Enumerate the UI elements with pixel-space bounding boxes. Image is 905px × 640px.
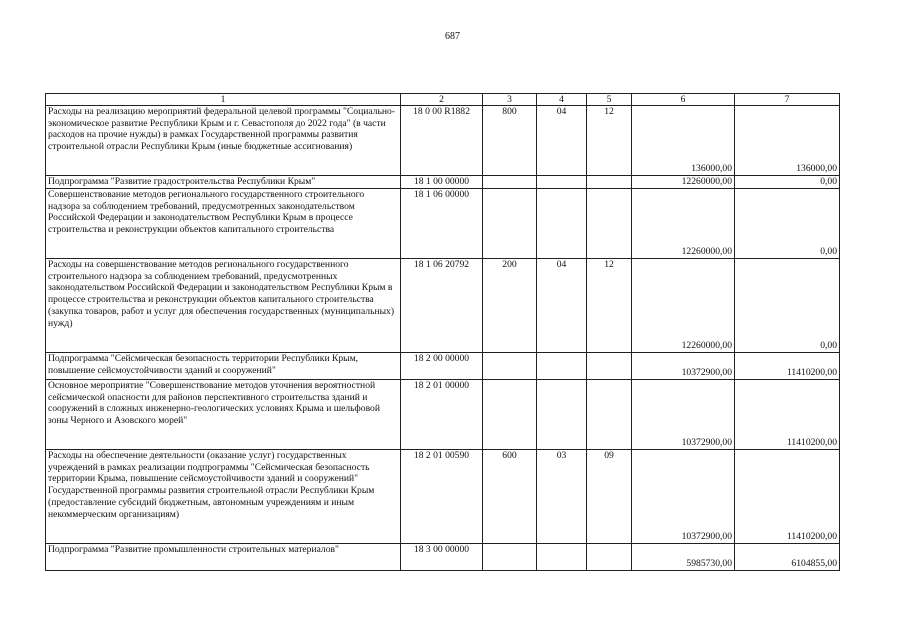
table-row xyxy=(46,176,840,189)
row-name: Расходы на совершенствование методов регионального государственного строительного надзора за соблюдением требований, предусмотренных законодательством Российской Федерации и законодательством Республики Крым в процессе строительства и реконструкции объектов капитального строительства (закупка товаров, работ и услуг для обеспечения государственных (муниципальных) нужд) xyxy=(46,259,401,353)
header-col-2: 2 xyxy=(401,94,483,106)
header-col-5: 5 xyxy=(587,94,632,106)
header-col-1: 1 xyxy=(46,94,401,106)
row-code: 18 1 00 00000 xyxy=(401,176,483,189)
header-row xyxy=(46,94,840,106)
row-name: Подпрограмма "Развитие промышленности строительных материалов" xyxy=(46,544,401,571)
row-col-5: 09 xyxy=(587,450,632,544)
row-name: Совершенствование методов регионального государственного строительного надзора за соблюдением требований, предусмотренных законодательством Российской Федерации и законодательством Республики Крым в процессе строительства и реконструкции объектов капитального строительства xyxy=(46,189,401,259)
row-code: 18 3 00 00000 xyxy=(401,544,483,571)
row-col-5 xyxy=(587,353,632,380)
header-col-4: 4 xyxy=(537,94,587,106)
row-col-6: 12260000,00 xyxy=(632,259,735,353)
table-row xyxy=(46,380,840,450)
row-name: Основное мероприятие "Совершенствование методов уточнения вероятностной сейсмической опасности для районов перспективного строительства зданий и сооружений в сложных инженерно-геологических условиях Крыма и шельфовой зоны Черного и Азовского морей" xyxy=(46,380,401,450)
row-col-5 xyxy=(587,544,632,571)
header-col-7: 7 xyxy=(735,94,840,106)
row-col-7: 136000,00 xyxy=(735,106,840,176)
row-col-5 xyxy=(587,380,632,450)
row-code: 18 2 01 00590 xyxy=(401,450,483,544)
row-col-7: 0,00 xyxy=(735,259,840,353)
table-row xyxy=(46,106,840,176)
row-col-6: 12260000,00 xyxy=(632,189,735,259)
row-col-4 xyxy=(537,176,587,189)
row-code: 18 2 00 00000 xyxy=(401,353,483,380)
row-col-7: 11410200,00 xyxy=(735,353,840,380)
row-col-5 xyxy=(587,176,632,189)
row-col-3 xyxy=(483,380,537,450)
row-code: 18 0 00 R1882 xyxy=(401,106,483,176)
row-code: 18 1 06 00000 xyxy=(401,189,483,259)
row-col-4: 04 xyxy=(537,106,587,176)
row-col-7: 0,00 xyxy=(735,176,840,189)
row-col-7: 11410200,00 xyxy=(735,380,840,450)
table-row xyxy=(46,353,840,380)
row-name: Подпрограмма "Сейсмическая безопасность территории Республики Крым, повышение сейсмоустойчивости зданий и сооружений" xyxy=(46,353,401,380)
row-col-5: 12 xyxy=(587,259,632,353)
page-number: 687 xyxy=(445,31,460,42)
row-name: Расходы на обеспечение деятельности (оказание услуг) государственных учреждений в рамках реализации подпрограммы "Сейсмическая безопасность территории Крыма, повышение сейсмоустойчивости зданий и сооружений" Государственной программы развития строительной отрасли Республики Крым (предоставление субсидий бюджетным, автономным учреждениям и иным некоммерческим организациям) xyxy=(46,450,401,544)
row-col-4 xyxy=(537,353,587,380)
row-name: Расходы на реализацию мероприятий федеральной целевой программы "Социально-экономическое развитие Республики Крым и г. Севастополя до 2022 года" (в части расходов на прочие нужды) в рамках Государственной программы развития строительной отрасли Республики Крым (иные бюджетные ассигнования) xyxy=(46,106,401,176)
budget-table xyxy=(45,93,840,571)
row-col-3: 200 xyxy=(483,259,537,353)
header-col-6: 6 xyxy=(632,94,735,106)
row-col-4 xyxy=(537,380,587,450)
table-row xyxy=(46,189,840,259)
row-col-7: 11410200,00 xyxy=(735,450,840,544)
row-code: 18 1 06 20792 xyxy=(401,259,483,353)
table-row xyxy=(46,259,840,353)
row-col-6: 5985730,00 xyxy=(632,544,735,571)
table-row xyxy=(46,544,840,571)
row-col-3 xyxy=(483,176,537,189)
row-col-3 xyxy=(483,189,537,259)
table-row xyxy=(46,450,840,544)
header-col-3: 3 xyxy=(483,94,537,106)
row-col-4: 03 xyxy=(537,450,587,544)
row-col-4 xyxy=(537,544,587,571)
row-col-4 xyxy=(537,189,587,259)
row-col-6: 12260000,00 xyxy=(632,176,735,189)
row-col-7: 6104855,00 xyxy=(735,544,840,571)
row-name: Подпрограмма "Развитие градостроительства Республики Крым" xyxy=(46,176,401,189)
row-col-3: 800 xyxy=(483,106,537,176)
row-col-4: 04 xyxy=(537,259,587,353)
row-col-3: 600 xyxy=(483,450,537,544)
row-col-3 xyxy=(483,353,537,380)
row-col-5: 12 xyxy=(587,106,632,176)
row-col-6: 10372900,00 xyxy=(632,353,735,380)
row-col-5 xyxy=(587,189,632,259)
row-col-6: 136000,00 xyxy=(632,106,735,176)
row-col-6: 10372900,00 xyxy=(632,450,735,544)
row-code: 18 2 01 00000 xyxy=(401,380,483,450)
row-col-6: 10372900,00 xyxy=(632,380,735,450)
row-col-7: 0,00 xyxy=(735,189,840,259)
row-col-3 xyxy=(483,544,537,571)
